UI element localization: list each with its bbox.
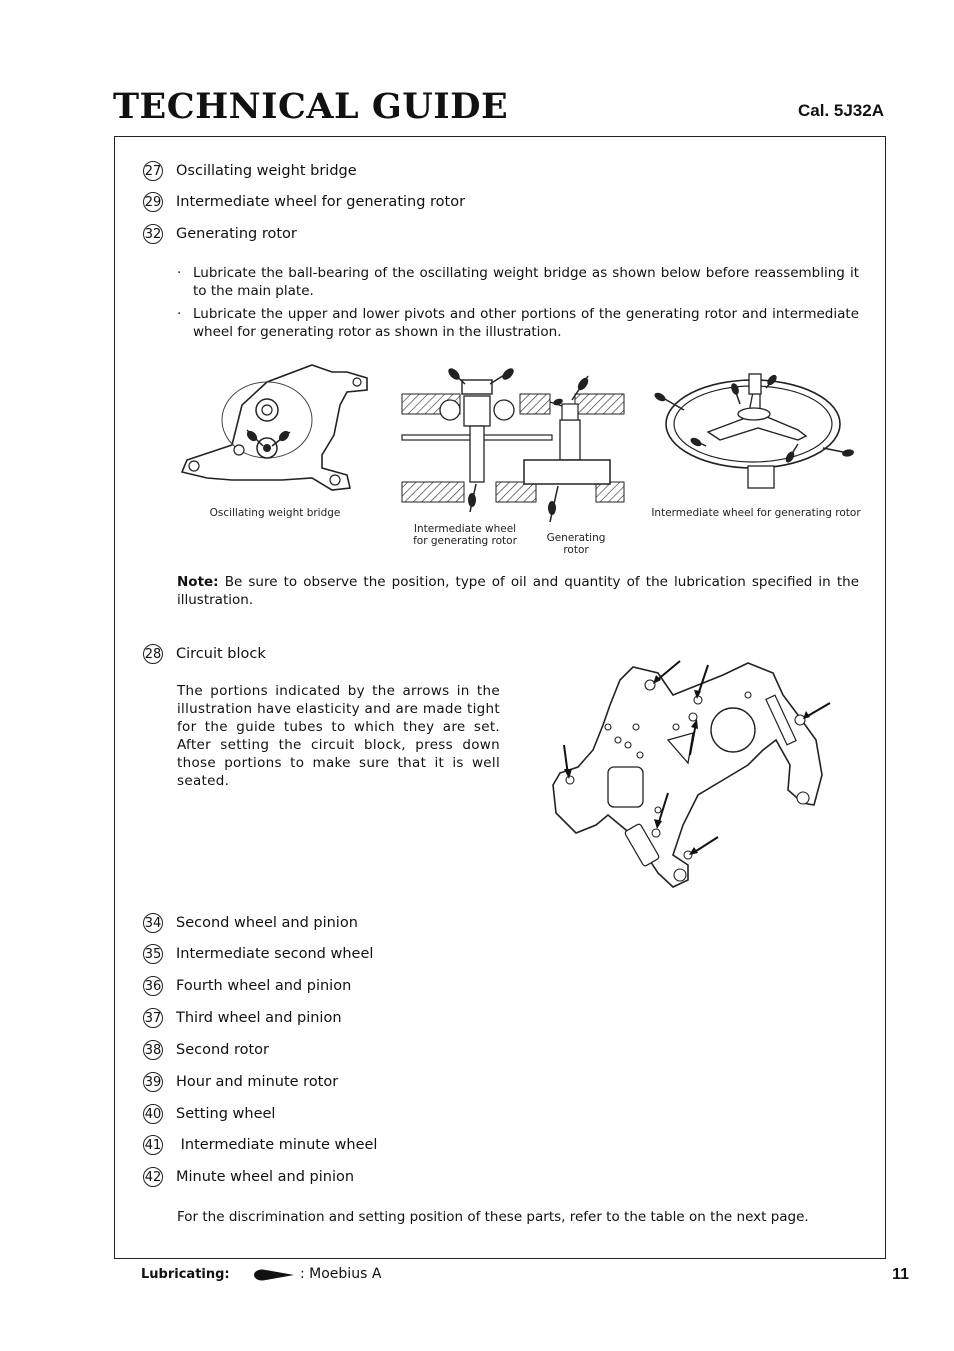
part-item: [143, 191, 465, 213]
part-label: Third wheel and pinion: [176, 1010, 342, 1026]
oscillating-weight-bridge-illustration: [172, 360, 377, 495]
note-label: Note:: [177, 574, 219, 590]
part-number: 35: [143, 944, 163, 964]
part-number: 41: [143, 1135, 163, 1155]
oil-type: : Moebius A: [300, 1266, 382, 1282]
circuit-block-illustration: [548, 655, 838, 895]
part-item: [143, 943, 373, 965]
part-number: 27: [143, 161, 163, 181]
caption-intermediate-wheel-right: Intermediate wheel for generating rotor: [651, 507, 861, 519]
part-item: [143, 1071, 338, 1093]
part-label: Hour and minute rotor: [176, 1074, 339, 1090]
part-label: Oscillating weight bridge: [176, 163, 357, 179]
page-title: TECHNICAL GUIDE: [113, 86, 509, 127]
part-item: [143, 1134, 377, 1156]
intermediate-wheel-illustration: [648, 362, 863, 494]
part-item: [143, 1103, 275, 1125]
instruction-bullet: · Lubricate the ball-bearing of the oscillating weight bridge as shown below before reassembling it to the main plate.: [177, 265, 859, 299]
caption-intermediate-wheel: Intermediate wheel for generating rotor: [413, 523, 517, 547]
caliber-label: Cal. 5J32A: [798, 101, 884, 120]
part-number: 32: [143, 224, 163, 244]
instruction-bullet: · Lubricate the upper and lower pivots and other portions of the generating rotor and intermediate wheel for generating rotor as shown in the illustration.: [177, 306, 859, 340]
part-number: 40: [143, 1104, 163, 1124]
generating-rotor-cross-section-illustration: [400, 362, 626, 527]
note: [177, 573, 859, 609]
part-number: 42: [143, 1167, 163, 1187]
part-label: Generating rotor: [176, 226, 297, 242]
part-label: Intermediate second wheel: [176, 946, 374, 962]
circuit-block-text: The portions indicated by the arrows in the illustration have elasticity and are made tight for the guide tubes to which they are set. After setting the circuit block, press down those portions to make sure that it is well seated.: [177, 683, 500, 789]
part-number: 39: [143, 1072, 163, 1092]
footnote: For the discrimination and setting position of these parts, refer to the table on the next page.: [177, 1209, 809, 1225]
oil-drop-icon: [252, 1268, 296, 1282]
part-number: 37: [143, 1008, 163, 1028]
part-label: Setting wheel: [176, 1106, 276, 1122]
part-item: [143, 912, 358, 934]
caption-bridge: Oscillating weight bridge: [209, 507, 341, 519]
part-number: 28: [143, 644, 163, 664]
lubricating-label: Lubricating:: [141, 1267, 230, 1282]
part-item: [143, 160, 357, 182]
part-label: Intermediate minute wheel: [176, 1137, 378, 1153]
part-label: Minute wheel and pinion: [176, 1169, 355, 1185]
part-label: Circuit block: [176, 646, 266, 662]
part-item: [143, 1039, 269, 1061]
part-label: Fourth wheel and pinion: [176, 978, 352, 994]
page-number: 11: [892, 1266, 909, 1283]
caption-generating-rotor: Generating rotor: [546, 532, 606, 556]
part-label: Intermediate wheel for generating rotor: [176, 194, 466, 210]
part-item: [143, 643, 266, 665]
note-text: Be sure to observe the position, type of oil and quantity of the lubrication specified in the illustration.: [177, 574, 859, 608]
part-label: Second wheel and pinion: [176, 915, 358, 931]
part-label: Second rotor: [176, 1042, 270, 1058]
part-number: 38: [143, 1040, 163, 1060]
part-item: [143, 1007, 342, 1029]
part-number: 29: [143, 192, 163, 212]
part-number: 34: [143, 913, 163, 933]
part-item: [143, 223, 297, 245]
part-number: 36: [143, 976, 163, 996]
part-item: [143, 1166, 354, 1188]
part-item: [143, 975, 351, 997]
